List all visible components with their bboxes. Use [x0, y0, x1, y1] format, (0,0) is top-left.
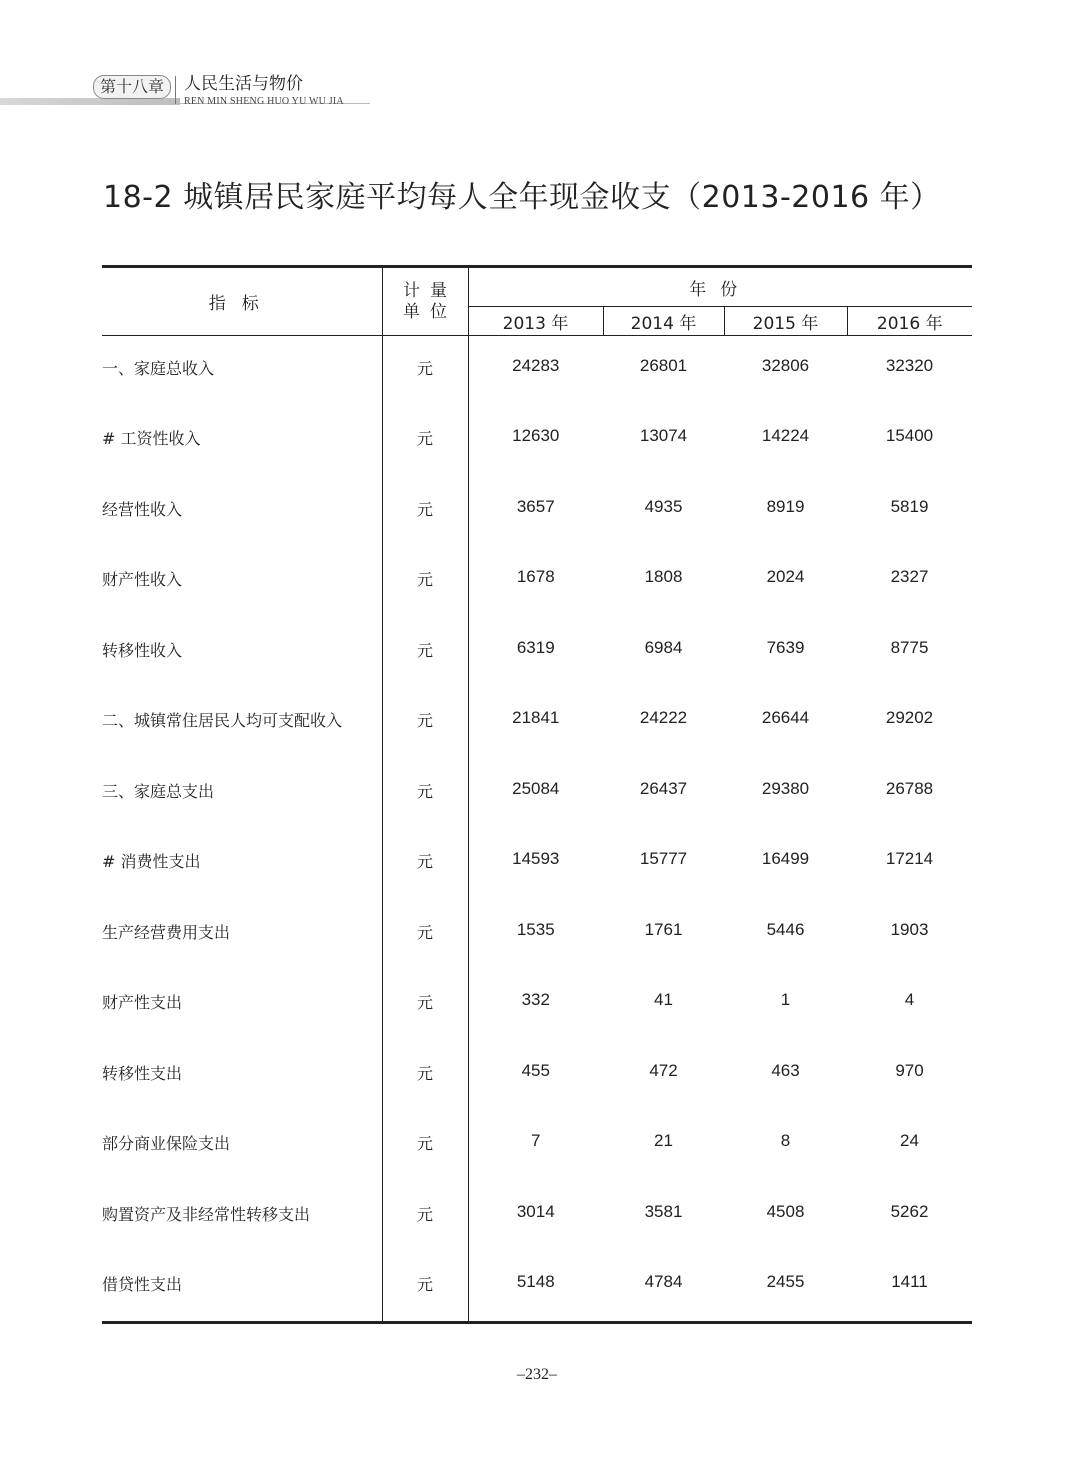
value-cell: 26437: [639, 778, 688, 798]
row-unit: 元: [382, 336, 468, 407]
row-unit: 元: [382, 1041, 468, 1112]
row-label: 借贷性支出: [102, 1252, 382, 1323]
row-label: 二、城镇常住居民人均可支配收入: [102, 688, 382, 759]
header-subtitle: REN MIN SHENG HUO YU WU JIA: [184, 96, 344, 107]
header-separator: [175, 76, 176, 104]
column-header-2015: 2015 年: [724, 307, 847, 336]
value-cell: 2455: [724, 1252, 847, 1323]
header-row-top: [102, 267, 972, 307]
value-cell: 1: [780, 990, 791, 1009]
column-header-indicator: 指标: [102, 267, 382, 336]
row-unit: 元: [382, 1182, 468, 1253]
table-row: [102, 759, 972, 830]
value-cell: 7639: [766, 637, 805, 657]
row-unit: 元: [382, 1111, 468, 1182]
row-unit: 元: [382, 688, 468, 759]
header-title: 人民生活与物价: [184, 74, 303, 94]
value-cell: 16499: [761, 849, 810, 868]
row-unit: 元: [382, 900, 468, 971]
value-cell: 2024: [766, 567, 805, 586]
chapter-tag: 第十八章: [93, 75, 171, 99]
value-cell: 32320: [885, 356, 934, 375]
value-cell: 2327: [890, 567, 929, 586]
value-cell: 5446: [766, 919, 805, 939]
value-cell: 1761: [644, 919, 683, 939]
page-title: 18-2 城镇居民家庭平均每人全年现金收支（2013-2016 年）: [103, 180, 941, 215]
table-row: [102, 1182, 972, 1253]
row-unit: 元: [382, 1252, 468, 1323]
value-cell: 1678: [516, 567, 555, 586]
value-cell: 4935: [644, 496, 683, 516]
value-cell: 3657: [516, 496, 555, 516]
row-label: 三、家庭总支出: [102, 759, 382, 830]
value-cell: 25084: [512, 778, 560, 798]
table-row: [102, 618, 972, 689]
value-cell: 970: [895, 1060, 924, 1080]
row-unit: 元: [382, 970, 468, 1041]
value-cell: 14593: [512, 849, 560, 868]
value-cell: 26788: [885, 778, 934, 798]
table-body: [102, 336, 972, 1323]
value-cell: 29202: [885, 708, 934, 727]
table-row: [102, 547, 972, 618]
row-label: # 工资性收入: [102, 406, 382, 477]
row-unit: 元: [382, 477, 468, 548]
table-row: [102, 477, 972, 548]
table-row: [102, 688, 972, 759]
column-header-2016: 2016 年: [847, 307, 972, 336]
value-cell: 21: [654, 1131, 673, 1150]
value-cell: 21841: [512, 708, 560, 727]
value-cell: 41: [654, 990, 673, 1009]
table-row: [102, 900, 972, 971]
value-cell: 15777: [639, 849, 688, 868]
value-cell: 7: [531, 1131, 541, 1150]
row-label: 购置资产及非经常性转移支出: [102, 1182, 382, 1253]
value-cell: 17214: [885, 849, 934, 868]
value-cell: 5819: [890, 496, 929, 516]
row-label: # 消费性支出: [102, 829, 382, 900]
row-label: 财产性收入: [102, 547, 382, 618]
table-row: [102, 406, 972, 477]
row-label: 生产经营费用支出: [102, 900, 382, 971]
table-row: [102, 336, 972, 407]
value-cell: 1411: [847, 1252, 972, 1323]
value-cell: 332: [521, 990, 550, 1009]
value-cell: 13074: [639, 426, 688, 445]
row-label: 财产性支出: [102, 970, 382, 1041]
value-cell: 26801: [639, 356, 688, 375]
value-cell: 463: [771, 1060, 800, 1080]
column-header-2014: 2014 年: [603, 307, 724, 336]
unit-header-line2: 单位: [403, 301, 457, 322]
value-cell: 6984: [644, 637, 683, 657]
value-cell: 32806: [761, 356, 810, 375]
value-cell: 8775: [890, 637, 929, 657]
value-cell: 455: [521, 1060, 550, 1080]
value-cell: 1535: [516, 919, 555, 939]
value-cell: 24: [900, 1131, 919, 1150]
unit-header-line1: 计量: [403, 280, 457, 301]
table-row: [102, 1111, 972, 1182]
page-number: –232–: [517, 1366, 557, 1383]
column-header-2013: 2013 年: [468, 307, 603, 336]
table-row: [102, 829, 972, 900]
row-label: 经营性收入: [102, 477, 382, 548]
row-label: 一、家庭总收入: [102, 336, 382, 407]
column-header-unit: [382, 267, 468, 336]
value-cell: 15400: [885, 426, 934, 445]
value-cell: 3581: [644, 1201, 683, 1221]
value-cell: 24222: [639, 708, 688, 727]
row-unit: 元: [382, 829, 468, 900]
row-label: 转移性支出: [102, 1041, 382, 1112]
value-cell: 1808: [644, 567, 683, 586]
value-cell: 1903: [890, 919, 929, 939]
value-cell: 5148: [468, 1252, 603, 1323]
row-label: 转移性收入: [102, 618, 382, 689]
row-unit: 元: [382, 547, 468, 618]
table-row: [102, 970, 972, 1041]
table-row: [102, 1252, 972, 1323]
value-cell: 29380: [761, 778, 810, 798]
value-cell: 5262: [890, 1201, 929, 1221]
value-cell: 14224: [761, 426, 810, 445]
column-header-year-group: 年份: [468, 267, 972, 307]
value-cell: 4508: [766, 1201, 805, 1221]
value-cell: 26644: [761, 708, 810, 727]
row-unit: 元: [382, 618, 468, 689]
value-cell: 8: [780, 1131, 791, 1150]
header-decor-bar: [0, 98, 180, 105]
value-cell: 4: [904, 990, 915, 1009]
table-row: [102, 1041, 972, 1112]
value-cell: 472: [649, 1060, 678, 1080]
value-cell: 8919: [766, 496, 805, 516]
row-unit: 元: [382, 406, 468, 477]
row-label: 部分商业保险支出: [102, 1111, 382, 1182]
income-expenditure-table: [102, 265, 972, 1324]
value-cell: 6319: [516, 637, 555, 657]
row-unit: 元: [382, 759, 468, 830]
value-cell: 4784: [603, 1252, 724, 1323]
value-cell: 3014: [516, 1201, 555, 1221]
value-cell: 24283: [512, 356, 560, 375]
value-cell: 12630: [512, 426, 560, 445]
